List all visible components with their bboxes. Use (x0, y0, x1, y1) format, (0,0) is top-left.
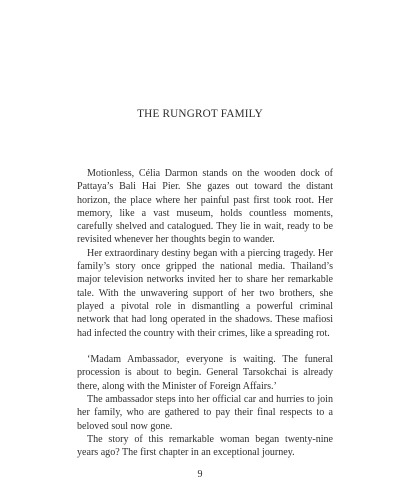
paragraph: Motionless, Célia Darmon stands on the wooden dock of Pattaya’s Bali Hai Pier. She gazes out toward the distant horizon, the place where her painful past first took root. Her memory, like a vast museum, holds countless moments, carefully shelved and catalogued. They lie in wait, ready to be revisited whenever her thoughts begin to wander. (77, 168, 333, 246)
paragraph: ‘Madam Ambassador, everyone is waiting. The funeral procession is about to begin. General Tarsokchai is already there, along with the Minister of Foreign Affairs.’ (77, 354, 333, 392)
body-text (77, 167, 333, 460)
chapter-title: THE RUNGROT FAMILY (137, 108, 263, 120)
page-number: 9 (197, 469, 203, 480)
paragraph: The story of this remarkable woman began twenty-nine years ago? The first chapter in an exceptional journey. (77, 433, 333, 459)
paragraph: Her extraordinary destiny began with a piercing tragedy. Her family’s story once gripped the national media. Thailand’s major television networks invited her to share her remarkable tale. With the unwavering support of her two brothers, she played a pivotal role in dismantling a powerful criminal network that had long operated in the shadows. These mafiosi had infected the country with their crimes, like a spreading rot. (77, 247, 333, 339)
paragraph: The ambassador steps into her official car and hurries to join her family, who are gathered to pay their final respects to a beloved soul now gone. (77, 394, 333, 432)
